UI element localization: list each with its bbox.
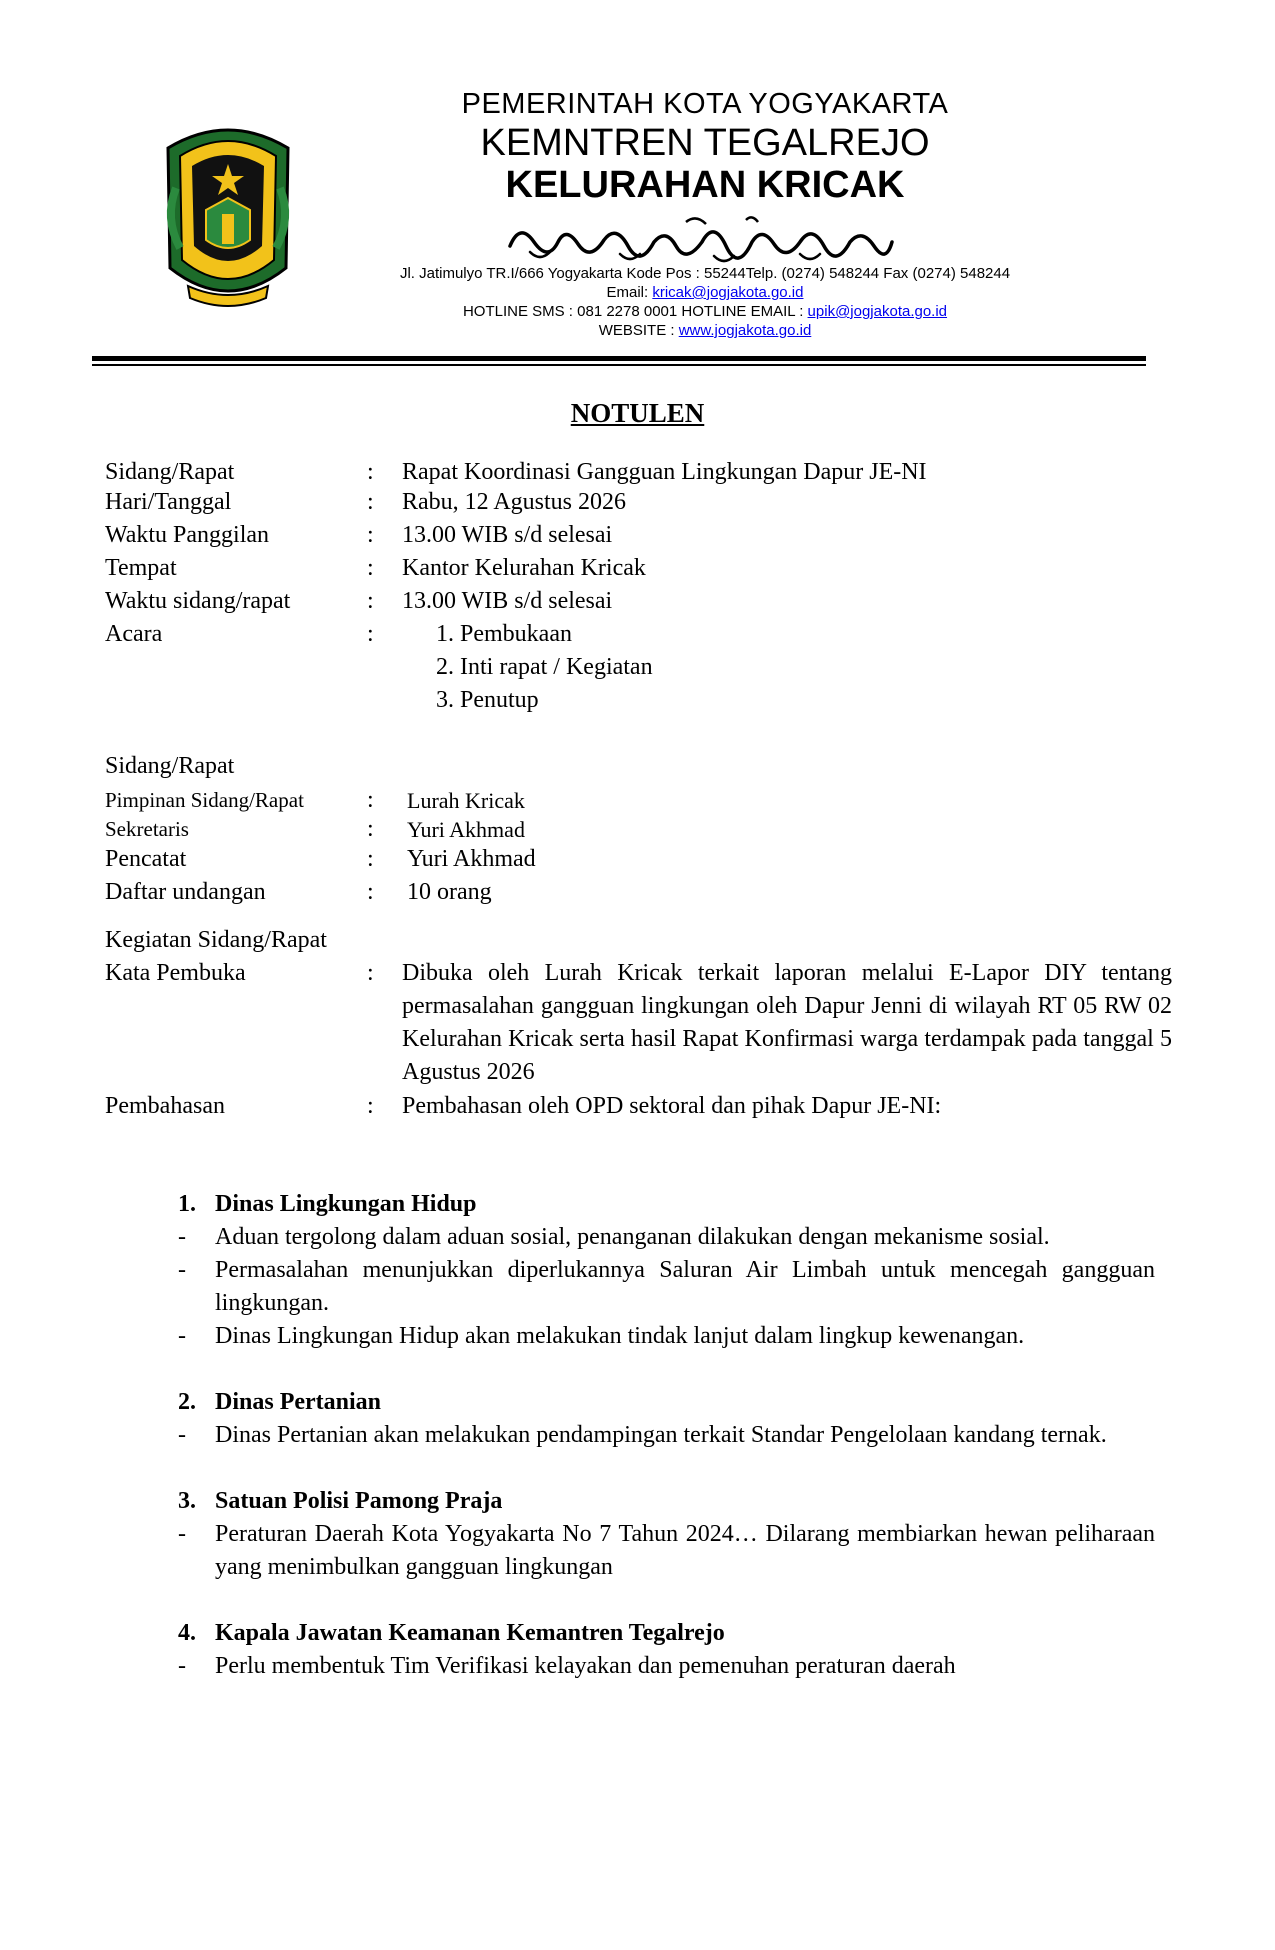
info-label: Tempat <box>105 555 177 581</box>
peserta-value: 10 orang <box>407 879 492 905</box>
bullet-text: Dinas Pertanian akan melakukan pendampingan terkait Standar Pengelolaan kandang ternak. <box>215 1422 1107 1448</box>
bullet-text: Aduan tergolong dalam aduan sosial, penanganan dilakukan dengan mekanisme sosial. <box>215 1224 1050 1250</box>
yogyakarta-coat-of-arms-logo <box>158 118 298 310</box>
info-colon: : <box>367 787 374 813</box>
peserta-value: Lurah Kricak <box>407 788 525 813</box>
header-address: Jl. Jatimulyo TR.I/666 Yogyakarta Kode Pos : 55244Telp. (0274) 548244 Fax (0274) 548244 <box>399 265 1011 282</box>
info-colon: : <box>367 621 374 647</box>
kegiatan-value: Pembahasan oleh OPD sektoral dan pihak Dapur JE-NI: <box>402 1093 942 1119</box>
info-colon: : <box>367 960 374 986</box>
kegiatan-label: Kata Pembuka <box>105 960 246 986</box>
peserta-label: Sekretaris <box>105 817 189 841</box>
section-title: Kapala Jawatan Keamanan Kemantren Tegalrejo <box>215 1620 725 1646</box>
bullet-dash: - <box>178 1521 186 1547</box>
info-value: 13.00 WIB s/d selesai <box>402 522 613 548</box>
website-link[interactable]: www.jogjakota.go.id <box>678 322 812 339</box>
section-title: Dinas Pertanian <box>215 1389 382 1415</box>
info-colon: : <box>367 1093 374 1119</box>
header-hotline-line <box>380 302 1030 321</box>
bullet-dash: - <box>178 1422 186 1448</box>
bullet-text: Dinas Lingkungan Hidup akan melakukan tindak lanjut dalam lingkup kewenangan. <box>215 1323 1025 1349</box>
info-colon: : <box>367 459 374 485</box>
kata-pembuka-text: Dibuka oleh Lurah Kricak terkait laporan melalui E-Lapor DIY tentang permasalahan gangguan lingkungan oleh Dapur Jenni di wilayah RT 05 RW 02 Kelurahan Kricak serta hasil Rapat Konfirmasi warga terdampak pada tanggal 5 Agustus 2026 <box>402 960 1172 1085</box>
info-colon: : <box>367 489 374 515</box>
acara-item: 3. Penutup <box>436 687 539 713</box>
bullet-text: Peraturan Daerah Kota Yogyakarta No 7 Tahun 2024… Dilarang membiarkan hewan peliharaan yang menimbulkan gangguan lingkungan <box>215 1521 1155 1580</box>
acara-item: 1. Pembukaan <box>436 621 572 647</box>
info-label: Hari/Tanggal <box>105 489 232 515</box>
hotline-email-link[interactable]: upik@jogjakota.go.id <box>807 303 948 320</box>
kegiatan-heading-text: Kegiatan Sidang/Rapat <box>105 927 327 953</box>
info-value: 13.00 WIB s/d selesai <box>402 588 613 614</box>
section-number: 2. <box>178 1389 196 1415</box>
info-label: Waktu sidang/rapat <box>105 588 291 614</box>
section-number: 3. <box>178 1488 196 1514</box>
bullet-dash: - <box>178 1653 186 1679</box>
info-value: Rapat Koordinasi Gangguan Lingkungan Dapur JE-NI <box>402 459 927 485</box>
peserta-heading-text: Sidang/Rapat <box>105 753 235 779</box>
info-value: Kantor Kelurahan Kricak <box>402 555 646 581</box>
email-link[interactable]: kricak@jogjakota.go.id <box>652 284 804 301</box>
info-colon: : <box>367 522 374 548</box>
header-divider-thick <box>92 356 1146 361</box>
bullet-dash: - <box>178 1224 186 1250</box>
hotline-label: HOTLINE SMS : 081 2278 0001 HOTLINE EMAIL : <box>462 303 808 320</box>
document-title: NOTULEN <box>570 398 705 428</box>
section-title: Satuan Polisi Pamong Praja <box>215 1488 503 1514</box>
website-label: WEBSITE : <box>598 322 679 339</box>
javanese-script-logo <box>500 212 900 266</box>
bullet-text: Perlu membentuk Tim Verifikasi kelayakan dan pemenuhan peraturan daerah <box>215 1653 956 1679</box>
info-label: Waktu Panggilan <box>105 522 270 548</box>
info-colon: : <box>367 555 374 581</box>
bullet-dash: - <box>178 1257 186 1283</box>
section-title: Dinas Lingkungan Hidup <box>215 1191 477 1217</box>
header-divider-thin <box>92 364 1146 366</box>
bullet-text: Permasalahan menunjukkan diperlukannya Saluran Air Limbah untuk mencegah gangguan lingkungan. <box>215 1257 1155 1316</box>
email-label: Email: <box>606 284 653 301</box>
section-number: 4. <box>178 1620 196 1646</box>
header-government: PEMERINTAH KOTA YOGYAKARTA <box>461 88 949 120</box>
peserta-value: Yuri Akhmad <box>407 846 536 872</box>
header-kemantren: KEMNTREN TEGALREJO <box>480 122 930 164</box>
section-number: 1. <box>178 1191 196 1217</box>
acara-item: 2. Inti rapat / Kegiatan <box>436 654 653 680</box>
peserta-label: Daftar undangan <box>105 879 266 905</box>
peserta-label: Pimpinan Sidang/Rapat <box>105 788 304 812</box>
info-value: Rabu, 12 Agustus 2026 <box>402 489 627 515</box>
info-label: Acara <box>105 621 163 647</box>
info-colon: : <box>367 588 374 614</box>
header-kelurahan: KELURAHAN KRICAK <box>505 164 905 206</box>
kegiatan-label: Pembahasan <box>105 1093 225 1119</box>
peserta-value: Yuri Akhmad <box>407 817 525 842</box>
bullet-dash: - <box>178 1323 186 1349</box>
info-colon: : <box>367 846 374 872</box>
info-label: Sidang/Rapat <box>105 459 235 485</box>
header-email-line <box>380 283 1030 302</box>
peserta-label: Pencatat <box>105 846 187 872</box>
header-website-line <box>380 321 1030 340</box>
info-colon: : <box>367 879 374 905</box>
info-colon: : <box>367 816 374 842</box>
